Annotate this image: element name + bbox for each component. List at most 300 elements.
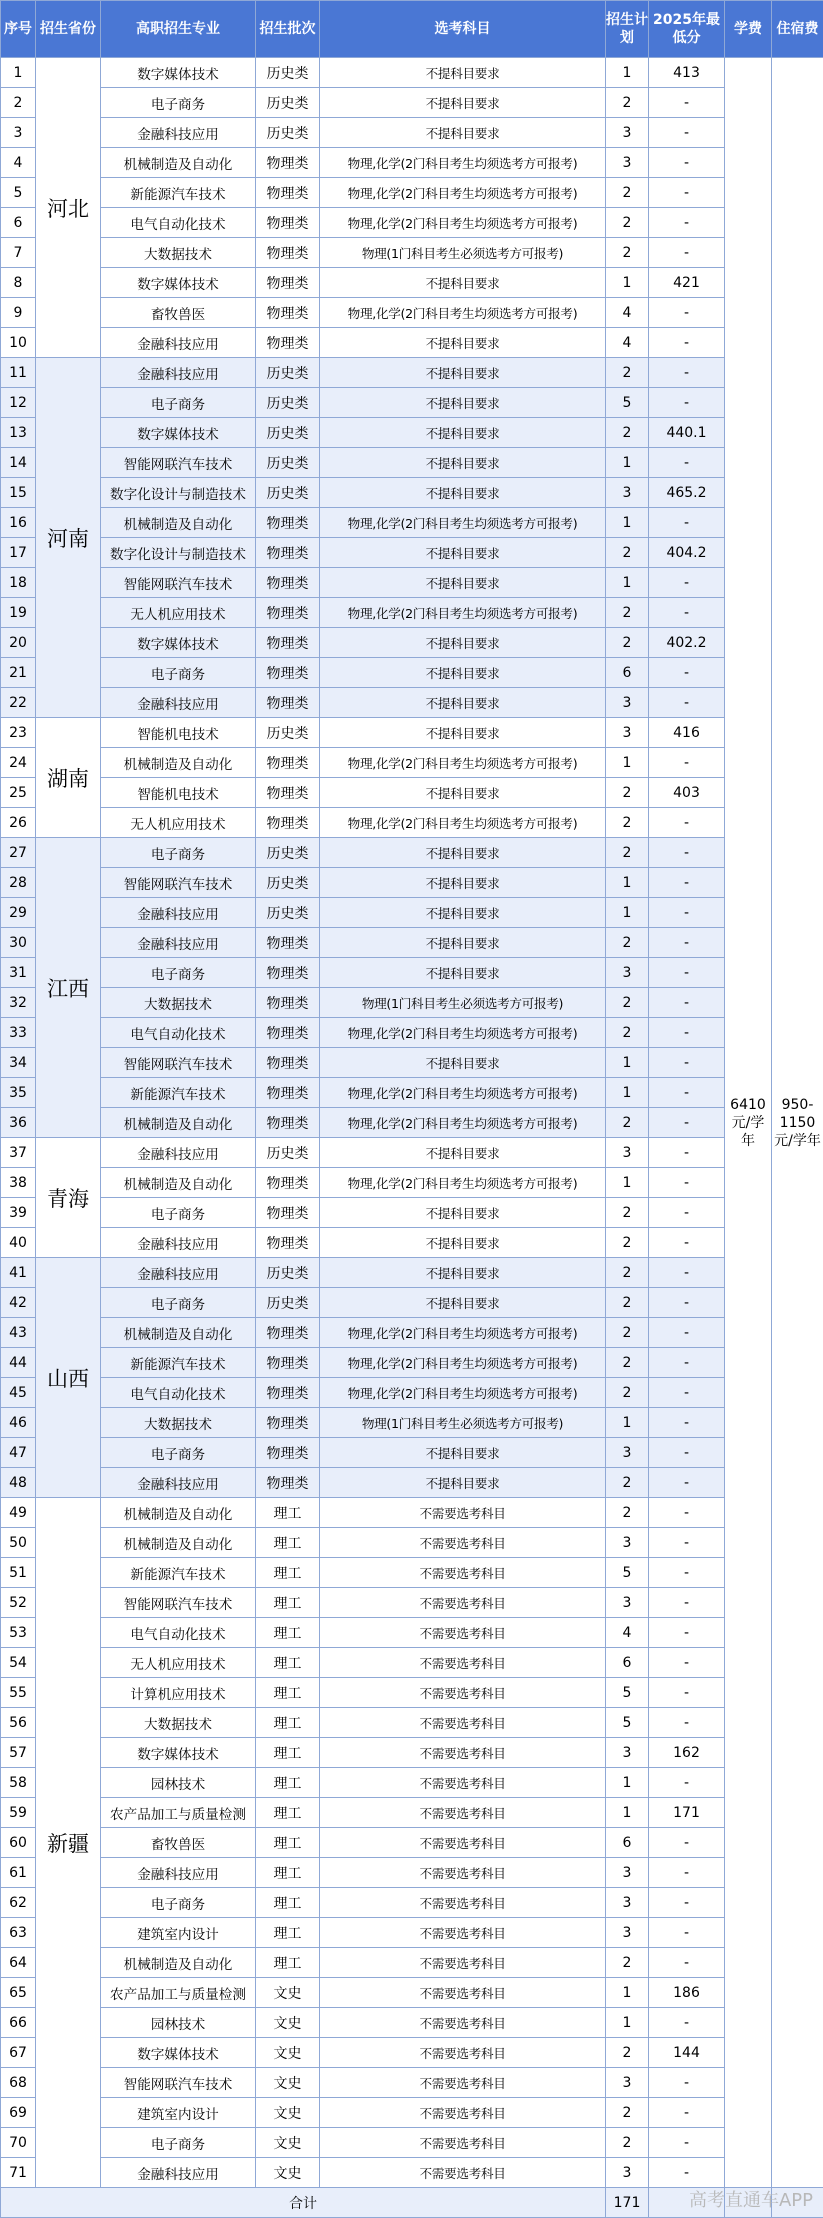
- cell-subject: 不需要选考科目: [320, 1888, 606, 1918]
- cell-plan: 3: [606, 718, 649, 748]
- cell-major: 智能机电技术: [101, 778, 256, 808]
- cell-index: 65: [1, 1978, 36, 2008]
- header-plan: 招生计划: [606, 1, 649, 58]
- table-row: [1, 1798, 823, 1828]
- table-row: [1, 1198, 823, 1228]
- table-row: [1, 1708, 823, 1738]
- cell-plan: 5: [606, 1678, 649, 1708]
- cell-min-score: -: [649, 2068, 725, 2098]
- table-row: [1, 448, 823, 478]
- cell-min-score: 144: [649, 2038, 725, 2068]
- cell-batch: 物理类: [256, 1168, 320, 1198]
- cell-batch: 历史类: [256, 868, 320, 898]
- cell-batch: 理工: [256, 1558, 320, 1588]
- cell-subject: 不提科目要求: [320, 1288, 606, 1318]
- cell-plan: 1: [606, 1408, 649, 1438]
- cell-index: 54: [1, 1648, 36, 1678]
- cell-province: 河南: [36, 358, 101, 718]
- cell-subject: 物理,化学(2门科目考生均须选考方可报考): [320, 1318, 606, 1348]
- cell-subject: 物理,化学(2门科目考生均须选考方可报考): [320, 1108, 606, 1138]
- cell-min-score: -: [649, 958, 725, 988]
- cell-plan: 2: [606, 1498, 649, 1528]
- cell-batch: 理工: [256, 1828, 320, 1858]
- cell-index: 21: [1, 658, 36, 688]
- cell-min-score: -: [649, 1378, 725, 1408]
- cell-min-score: -: [649, 1288, 725, 1318]
- cell-major: 农产品加工与质量检测: [101, 1798, 256, 1828]
- cell-batch: 文史: [256, 1978, 320, 2008]
- cell-index: 35: [1, 1078, 36, 1108]
- table-row: [1, 1978, 823, 2008]
- cell-subject: 不提科目要求: [320, 1438, 606, 1468]
- cell-plan: 1: [606, 2008, 649, 2038]
- cell-index: 59: [1, 1798, 36, 1828]
- cell-province: 河北: [36, 58, 101, 358]
- cell-min-score: -: [649, 448, 725, 478]
- cell-plan: 2: [606, 1288, 649, 1318]
- table-row: [1, 2158, 823, 2188]
- cell-batch: 历史类: [256, 118, 320, 148]
- cell-subject: 不需要选考科目: [320, 1798, 606, 1828]
- cell-major: 金融科技应用: [101, 1258, 256, 1288]
- table-row: [1, 1138, 823, 1168]
- cell-min-score: -: [649, 598, 725, 628]
- cell-major: 无人机应用技术: [101, 1648, 256, 1678]
- table-row: [1, 1498, 823, 1528]
- cell-subject: 不提科目要求: [320, 1258, 606, 1288]
- cell-index: 45: [1, 1378, 36, 1408]
- cell-index: 47: [1, 1438, 36, 1468]
- cell-plan: 3: [606, 1138, 649, 1168]
- cell-index: 19: [1, 598, 36, 628]
- cell-major: 数字媒体技术: [101, 628, 256, 658]
- cell-major: 电气自动化技术: [101, 1378, 256, 1408]
- cell-subject: 物理,化学(2门科目考生均须选考方可报考): [320, 598, 606, 628]
- cell-plan: 2: [606, 838, 649, 868]
- table-row: [1, 1228, 823, 1258]
- table-row: [1, 688, 823, 718]
- header-subject: 选考科目: [320, 1, 606, 58]
- cell-index: 38: [1, 1168, 36, 1198]
- cell-min-score: 440.1: [649, 418, 725, 448]
- cell-subject: 不需要选考科目: [320, 1528, 606, 1558]
- cell-plan: 2: [606, 238, 649, 268]
- cell-index: 50: [1, 1528, 36, 1558]
- cell-min-score: -: [649, 1768, 725, 1798]
- cell-subject: 不需要选考科目: [320, 2068, 606, 2098]
- cell-plan: 1: [606, 58, 649, 88]
- cell-subject: 不提科目要求: [320, 868, 606, 898]
- cell-subject: 物理,化学(2门科目考生均须选考方可报考): [320, 178, 606, 208]
- cell-major: 电气自动化技术: [101, 1018, 256, 1048]
- cell-batch: 文史: [256, 2128, 320, 2158]
- table-row: [1, 1918, 823, 1948]
- cell-plan: 4: [606, 1618, 649, 1648]
- cell-plan: 2: [606, 1348, 649, 1378]
- cell-index: 18: [1, 568, 36, 598]
- cell-min-score: -: [649, 2098, 725, 2128]
- cell-subject: 物理,化学(2门科目考生均须选考方可报考): [320, 148, 606, 178]
- header-major: 高职招生专业: [101, 1, 256, 58]
- cell-min-score: -: [649, 1498, 725, 1528]
- cell-batch: 物理类: [256, 1048, 320, 1078]
- cell-major: 机械制造及自动化: [101, 1108, 256, 1138]
- cell-index: 4: [1, 148, 36, 178]
- cell-subject: 不提科目要求: [320, 1138, 606, 1168]
- cell-min-score: -: [649, 2158, 725, 2188]
- cell-subject: 不需要选考科目: [320, 1948, 606, 1978]
- cell-min-score: -: [649, 748, 725, 778]
- cell-plan: 1: [606, 748, 649, 778]
- cell-index: 51: [1, 1558, 36, 1588]
- cell-batch: 历史类: [256, 838, 320, 868]
- cell-province: 山西: [36, 1258, 101, 1498]
- cell-subject: 不提科目要求: [320, 658, 606, 688]
- cell-index: 41: [1, 1258, 36, 1288]
- cell-min-score: 403: [649, 778, 725, 808]
- cell-batch: 物理类: [256, 1438, 320, 1468]
- cell-min-score: 413: [649, 58, 725, 88]
- table-row: [1, 178, 823, 208]
- cell-subject: 不提科目要求: [320, 778, 606, 808]
- cell-major: 金融科技应用: [101, 328, 256, 358]
- table-row: [1, 2128, 823, 2158]
- cell-major: 数字媒体技术: [101, 2038, 256, 2068]
- cell-subject: 不提科目要求: [320, 118, 606, 148]
- table-row: [1, 358, 823, 388]
- cell-index: 57: [1, 1738, 36, 1768]
- cell-major: 数字媒体技术: [101, 418, 256, 448]
- cell-major: 电子商务: [101, 1438, 256, 1468]
- cell-index: 66: [1, 2008, 36, 2038]
- cell-batch: 文史: [256, 2038, 320, 2068]
- cell-subject: 不提科目要求: [320, 88, 606, 118]
- table-row: [1, 208, 823, 238]
- table-row: [1, 1168, 823, 1198]
- cell-subject: 不提科目要求: [320, 448, 606, 478]
- cell-min-score: -: [649, 1258, 725, 1288]
- cell-plan: 3: [606, 958, 649, 988]
- cell-major: 计算机应用技术: [101, 1678, 256, 1708]
- cell-subject: 不提科目要求: [320, 928, 606, 958]
- cell-plan: 3: [606, 1858, 649, 1888]
- table-row: [1, 1378, 823, 1408]
- cell-batch: 物理类: [256, 538, 320, 568]
- cell-index: 60: [1, 1828, 36, 1858]
- cell-batch: 物理类: [256, 628, 320, 658]
- table-row: [1, 778, 823, 808]
- cell-min-score: -: [649, 178, 725, 208]
- cell-subject: 物理(1门科目考生必须选考方可报考): [320, 238, 606, 268]
- cell-plan: 5: [606, 1708, 649, 1738]
- cell-batch: 历史类: [256, 418, 320, 448]
- cell-index: 71: [1, 2158, 36, 2188]
- cell-batch: 历史类: [256, 478, 320, 508]
- cell-major: 金融科技应用: [101, 118, 256, 148]
- cell-plan: 2: [606, 2098, 649, 2128]
- table-row: [1, 1738, 823, 1768]
- cell-major: 电子商务: [101, 88, 256, 118]
- cell-index: 20: [1, 628, 36, 658]
- cell-min-score: -: [649, 118, 725, 148]
- cell-major: 金融科技应用: [101, 1468, 256, 1498]
- cell-batch: 历史类: [256, 448, 320, 478]
- cell-major: 新能源汽车技术: [101, 178, 256, 208]
- cell-dorm: 950-1150元/学年: [772, 58, 823, 2188]
- cell-major: 金融科技应用: [101, 898, 256, 928]
- cell-index: 32: [1, 988, 36, 1018]
- cell-min-score: -: [649, 1918, 725, 1948]
- cell-index: 7: [1, 238, 36, 268]
- cell-batch: 理工: [256, 1768, 320, 1798]
- cell-plan: 2: [606, 358, 649, 388]
- table-row: [1, 118, 823, 148]
- header-batch: 招生批次: [256, 1, 320, 58]
- cell-min-score: -: [649, 1018, 725, 1048]
- table-row: [1, 748, 823, 778]
- table-row: [1, 2098, 823, 2128]
- cell-subject: 不提科目要求: [320, 838, 606, 868]
- cell-min-score: -: [649, 568, 725, 598]
- cell-subject: 不需要选考科目: [320, 1978, 606, 2008]
- cell-min-score: -: [649, 358, 725, 388]
- cell-subject: 不提科目要求: [320, 538, 606, 568]
- cell-min-score: -: [649, 238, 725, 268]
- cell-subject: 物理,化学(2门科目考生均须选考方可报考): [320, 1378, 606, 1408]
- cell-min-score: -: [649, 88, 725, 118]
- cell-subject: 物理,化学(2门科目考生均须选考方可报考): [320, 748, 606, 778]
- cell-major: 农产品加工与质量检测: [101, 1978, 256, 2008]
- cell-plan: 6: [606, 1648, 649, 1678]
- cell-min-score: 421: [649, 268, 725, 298]
- cell-subject: 不需要选考科目: [320, 1618, 606, 1648]
- cell-subject: 不需要选考科目: [320, 1708, 606, 1738]
- cell-plan: 2: [606, 1318, 649, 1348]
- cell-index: 52: [1, 1588, 36, 1618]
- table-row: [1, 2068, 823, 2098]
- table-row: [1, 418, 823, 448]
- cell-major: 建筑室内设计: [101, 1918, 256, 1948]
- cell-batch: 物理类: [256, 178, 320, 208]
- cell-batch: 理工: [256, 1948, 320, 1978]
- table-row: [1, 1018, 823, 1048]
- cell-subject: 不提科目要求: [320, 688, 606, 718]
- cell-index: 30: [1, 928, 36, 958]
- cell-subject: 不提科目要求: [320, 1468, 606, 1498]
- cell-subject: 不需要选考科目: [320, 1768, 606, 1798]
- cell-batch: 理工: [256, 1588, 320, 1618]
- cell-subject: 不提科目要求: [320, 358, 606, 388]
- table-row: [1, 838, 823, 868]
- cell-plan: 1: [606, 1978, 649, 2008]
- cell-plan: 2: [606, 808, 649, 838]
- cell-plan: 3: [606, 1438, 649, 1468]
- table-row: [1, 988, 823, 1018]
- cell-subject: 物理,化学(2门科目考生均须选考方可报考): [320, 1348, 606, 1378]
- cell-min-score: -: [649, 1948, 725, 1978]
- cell-major: 大数据技术: [101, 238, 256, 268]
- cell-major: 金融科技应用: [101, 1858, 256, 1888]
- cell-plan: 2: [606, 1228, 649, 1258]
- cell-index: 27: [1, 838, 36, 868]
- table-row: [1, 1618, 823, 1648]
- cell-major: 电气自动化技术: [101, 1618, 256, 1648]
- cell-min-score: 171: [649, 1798, 725, 1828]
- cell-batch: 物理类: [256, 1018, 320, 1048]
- cell-major: 数字化设计与制造技术: [101, 538, 256, 568]
- cell-batch: 物理类: [256, 1228, 320, 1258]
- cell-index: 55: [1, 1678, 36, 1708]
- cell-min-score: -: [649, 688, 725, 718]
- cell-major: 数字化设计与制造技术: [101, 478, 256, 508]
- cell-plan: 2: [606, 988, 649, 1018]
- cell-batch: 理工: [256, 1678, 320, 1708]
- cell-batch: 物理类: [256, 568, 320, 598]
- cell-index: 8: [1, 268, 36, 298]
- cell-index: 67: [1, 2038, 36, 2068]
- cell-min-score: -: [649, 928, 725, 958]
- cell-major: 金融科技应用: [101, 1228, 256, 1258]
- cell-batch: 物理类: [256, 1348, 320, 1378]
- table-row: [1, 508, 823, 538]
- cell-plan: 2: [606, 2128, 649, 2158]
- cell-plan: 4: [606, 298, 649, 328]
- cell-major: 无人机应用技术: [101, 808, 256, 838]
- cell-major: 金融科技应用: [101, 1138, 256, 1168]
- cell-plan: 1: [606, 508, 649, 538]
- cell-min-score: -: [649, 838, 725, 868]
- cell-plan: 1: [606, 268, 649, 298]
- cell-major: 新能源汽车技术: [101, 1078, 256, 1108]
- cell-min-score: -: [649, 1168, 725, 1198]
- cell-major: 电子商务: [101, 1198, 256, 1228]
- cell-min-score: -: [649, 1438, 725, 1468]
- cell-batch: 物理类: [256, 1408, 320, 1438]
- cell-plan: 2: [606, 1198, 649, 1228]
- cell-batch: 物理类: [256, 1318, 320, 1348]
- cell-index: 48: [1, 1468, 36, 1498]
- cell-plan: 2: [606, 1258, 649, 1288]
- cell-plan: 3: [606, 1888, 649, 1918]
- cell-index: 68: [1, 2068, 36, 2098]
- table-row: [1, 478, 823, 508]
- table-row: [1, 148, 823, 178]
- cell-min-score: -: [649, 808, 725, 838]
- cell-subject: 不提科目要求: [320, 958, 606, 988]
- cell-batch: 物理类: [256, 688, 320, 718]
- cell-plan: 3: [606, 688, 649, 718]
- cell-index: 39: [1, 1198, 36, 1228]
- cell-index: 6: [1, 208, 36, 238]
- cell-min-score: -: [649, 1078, 725, 1108]
- cell-major: 数字媒体技术: [101, 1738, 256, 1768]
- table-row: [1, 268, 823, 298]
- table-row: [1, 1558, 823, 1588]
- cell-index: 56: [1, 1708, 36, 1738]
- cell-major: 电子商务: [101, 388, 256, 418]
- cell-batch: 物理类: [256, 658, 320, 688]
- cell-index: 42: [1, 1288, 36, 1318]
- cell-subject: 不需要选考科目: [320, 1588, 606, 1618]
- cell-min-score: -: [649, 868, 725, 898]
- table-row: [1, 298, 823, 328]
- cell-index: 31: [1, 958, 36, 988]
- total-label: 合计: [1, 2188, 606, 2218]
- cell-plan: 1: [606, 1768, 649, 1798]
- cell-batch: 历史类: [256, 1138, 320, 1168]
- cell-batch: 历史类: [256, 1258, 320, 1288]
- cell-min-score: -: [649, 1048, 725, 1078]
- cell-major: 电子商务: [101, 1888, 256, 1918]
- cell-plan: 5: [606, 1558, 649, 1588]
- cell-plan: 2: [606, 1948, 649, 1978]
- cell-subject: 不需要选考科目: [320, 1858, 606, 1888]
- cell-index: 11: [1, 358, 36, 388]
- table-row: [1, 538, 823, 568]
- table-row: [1, 388, 823, 418]
- table-row: [1, 1438, 823, 1468]
- cell-province: 江西: [36, 838, 101, 1138]
- table-row: [1, 238, 823, 268]
- cell-subject: 不提科目要求: [320, 58, 606, 88]
- cell-plan: 2: [606, 1108, 649, 1138]
- cell-min-score: -: [649, 2128, 725, 2158]
- cell-batch: 物理类: [256, 928, 320, 958]
- cell-batch: 物理类: [256, 148, 320, 178]
- cell-major: 机械制造及自动化: [101, 1318, 256, 1348]
- cell-major: 新能源汽车技术: [101, 1348, 256, 1378]
- cell-plan: 2: [606, 928, 649, 958]
- cell-plan: 3: [606, 118, 649, 148]
- cell-province: 新疆: [36, 1498, 101, 2188]
- cell-major: 金融科技应用: [101, 688, 256, 718]
- cell-batch: 理工: [256, 1708, 320, 1738]
- cell-min-score: -: [649, 898, 725, 928]
- cell-batch: 文史: [256, 2068, 320, 2098]
- cell-min-score: -: [649, 988, 725, 1018]
- cell-subject: 不需要选考科目: [320, 2158, 606, 2188]
- cell-plan: 1: [606, 448, 649, 478]
- cell-min-score: -: [649, 1828, 725, 1858]
- cell-batch: 理工: [256, 1858, 320, 1888]
- cell-subject: 不需要选考科目: [320, 1558, 606, 1588]
- cell-index: 9: [1, 298, 36, 328]
- table-row: [1, 1108, 823, 1138]
- cell-batch: 物理类: [256, 328, 320, 358]
- table-row: [1, 958, 823, 988]
- cell-min-score: -: [649, 1588, 725, 1618]
- cell-min-score: -: [649, 1228, 725, 1258]
- cell-plan: 2: [606, 598, 649, 628]
- table-row: [1, 1348, 823, 1378]
- cell-batch: 物理类: [256, 1198, 320, 1228]
- cell-index: 69: [1, 2098, 36, 2128]
- cell-index: 29: [1, 898, 36, 928]
- cell-index: 14: [1, 448, 36, 478]
- cell-plan: 3: [606, 1918, 649, 1948]
- cell-major: 电子商务: [101, 958, 256, 988]
- cell-major: 大数据技术: [101, 1408, 256, 1438]
- cell-min-score: -: [649, 1858, 725, 1888]
- cell-min-score: -: [649, 1618, 725, 1648]
- cell-plan: 2: [606, 538, 649, 568]
- header-tuition: 学费: [725, 1, 772, 58]
- cell-major: 数字媒体技术: [101, 58, 256, 88]
- table-row: [1, 1408, 823, 1438]
- cell-plan: 1: [606, 868, 649, 898]
- cell-major: 畜牧兽医: [101, 1828, 256, 1858]
- cell-index: 37: [1, 1138, 36, 1168]
